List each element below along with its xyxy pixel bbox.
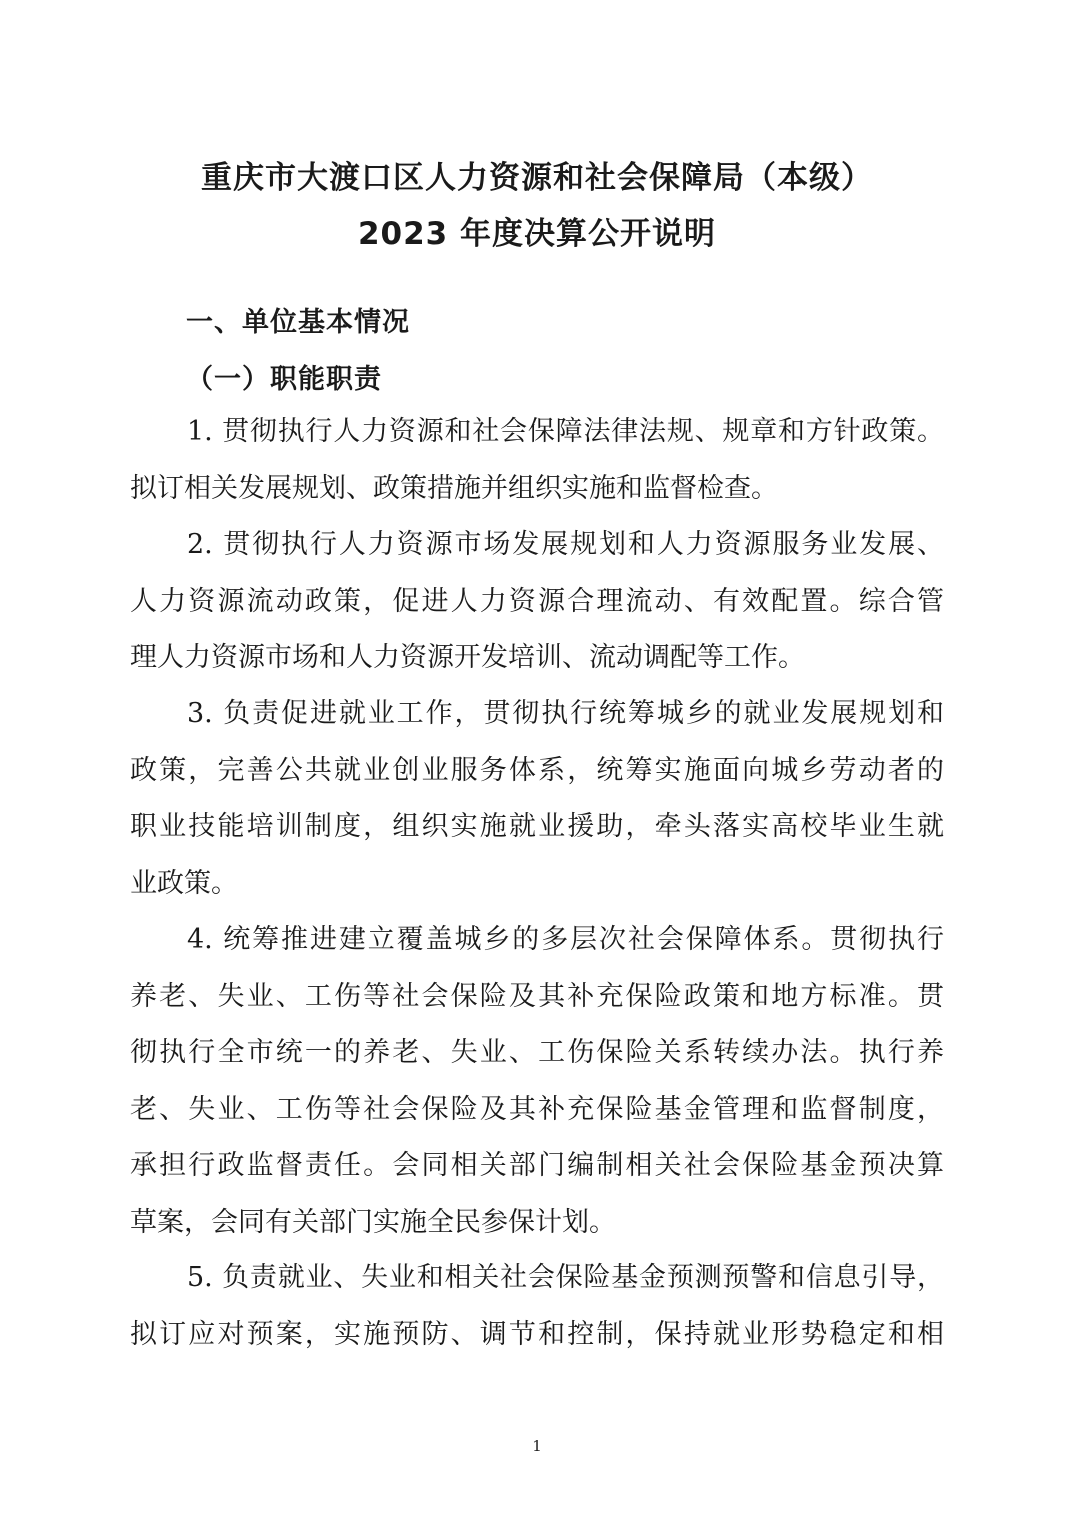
paragraph-line: 5. 负责就业、失业和相关社会保险基金预测预警和信息引导， <box>187 1262 944 1293</box>
paragraph-1 <box>130 404 944 517</box>
paragraph-line: 彻执行全市统一的养老、失业、工伤保险关系转续办法。执行养 <box>130 1037 944 1068</box>
paragraph-line: 理人力资源市场和人力资源开发培训、流动调配等工作。 <box>130 642 805 673</box>
paragraph-line: 拟订应对预案，实施预防、调节和控制，保持就业形势稳定和相 <box>130 1318 944 1350</box>
section-heading-unit-basic-info: 一、单位基本情况 <box>186 307 410 338</box>
paragraph-line: 4. 统筹推进建立覆盖城乡的多层次社会保障体系。贯彻执行 <box>187 924 944 955</box>
paragraph-line: 政策，完善公共就业创业服务体系，统筹实施面向城乡劳动者的 <box>130 754 944 786</box>
paragraph-line: 人力资源流动政策，促进人力资源合理流动、有效配置。综合管 <box>130 585 944 617</box>
paragraph-line: 业政策。 <box>130 867 238 899</box>
document-title-line2: 2023 年度决算公开说明 <box>357 216 717 252</box>
page-number: 1 <box>532 1437 542 1455</box>
subsection-heading-functions: （一）职能职责 <box>186 364 382 395</box>
paragraph-3 <box>130 686 944 912</box>
paragraph-line: 老、失业、工伤等社会保险及其补充保险基金管理和监督制度， <box>130 1093 944 1125</box>
paragraph-line: 2. 贯彻执行人力资源市场发展规划和人力资源服务业发展、 <box>187 529 944 560</box>
paragraph-2 <box>130 517 944 687</box>
paragraph-5 <box>130 1250 944 1363</box>
paragraph-line: 职业技能培训制度，组织实施就业援助，牵头落实高校毕业生就 <box>130 811 944 842</box>
paragraph-line: 拟订相关发展规划、政策措施并组织实施和监督检查。 <box>130 472 778 504</box>
paragraph-line: 草案，会同有关部门实施全民参保计划。 <box>130 1206 616 1238</box>
document-title-line1: 重庆市大渡口区人力资源和社会保障局（本级） <box>201 160 873 196</box>
paragraph-line: 3. 负责促进就业工作，贯彻执行统筹城乡的就业发展规划和 <box>187 698 944 729</box>
paragraph-line: 养老、失业、工伤等社会保险及其补充保险政策和地方标准。贯 <box>130 980 944 1012</box>
paragraph-line: 承担行政监督责任。会同相关部门编制相关社会保险基金预决算 <box>130 1150 944 1181</box>
paragraph-line: 1. 贯彻执行人力资源和社会保障法律法规、规章和方针政策。 <box>187 416 944 447</box>
paragraph-4 <box>130 912 944 1251</box>
